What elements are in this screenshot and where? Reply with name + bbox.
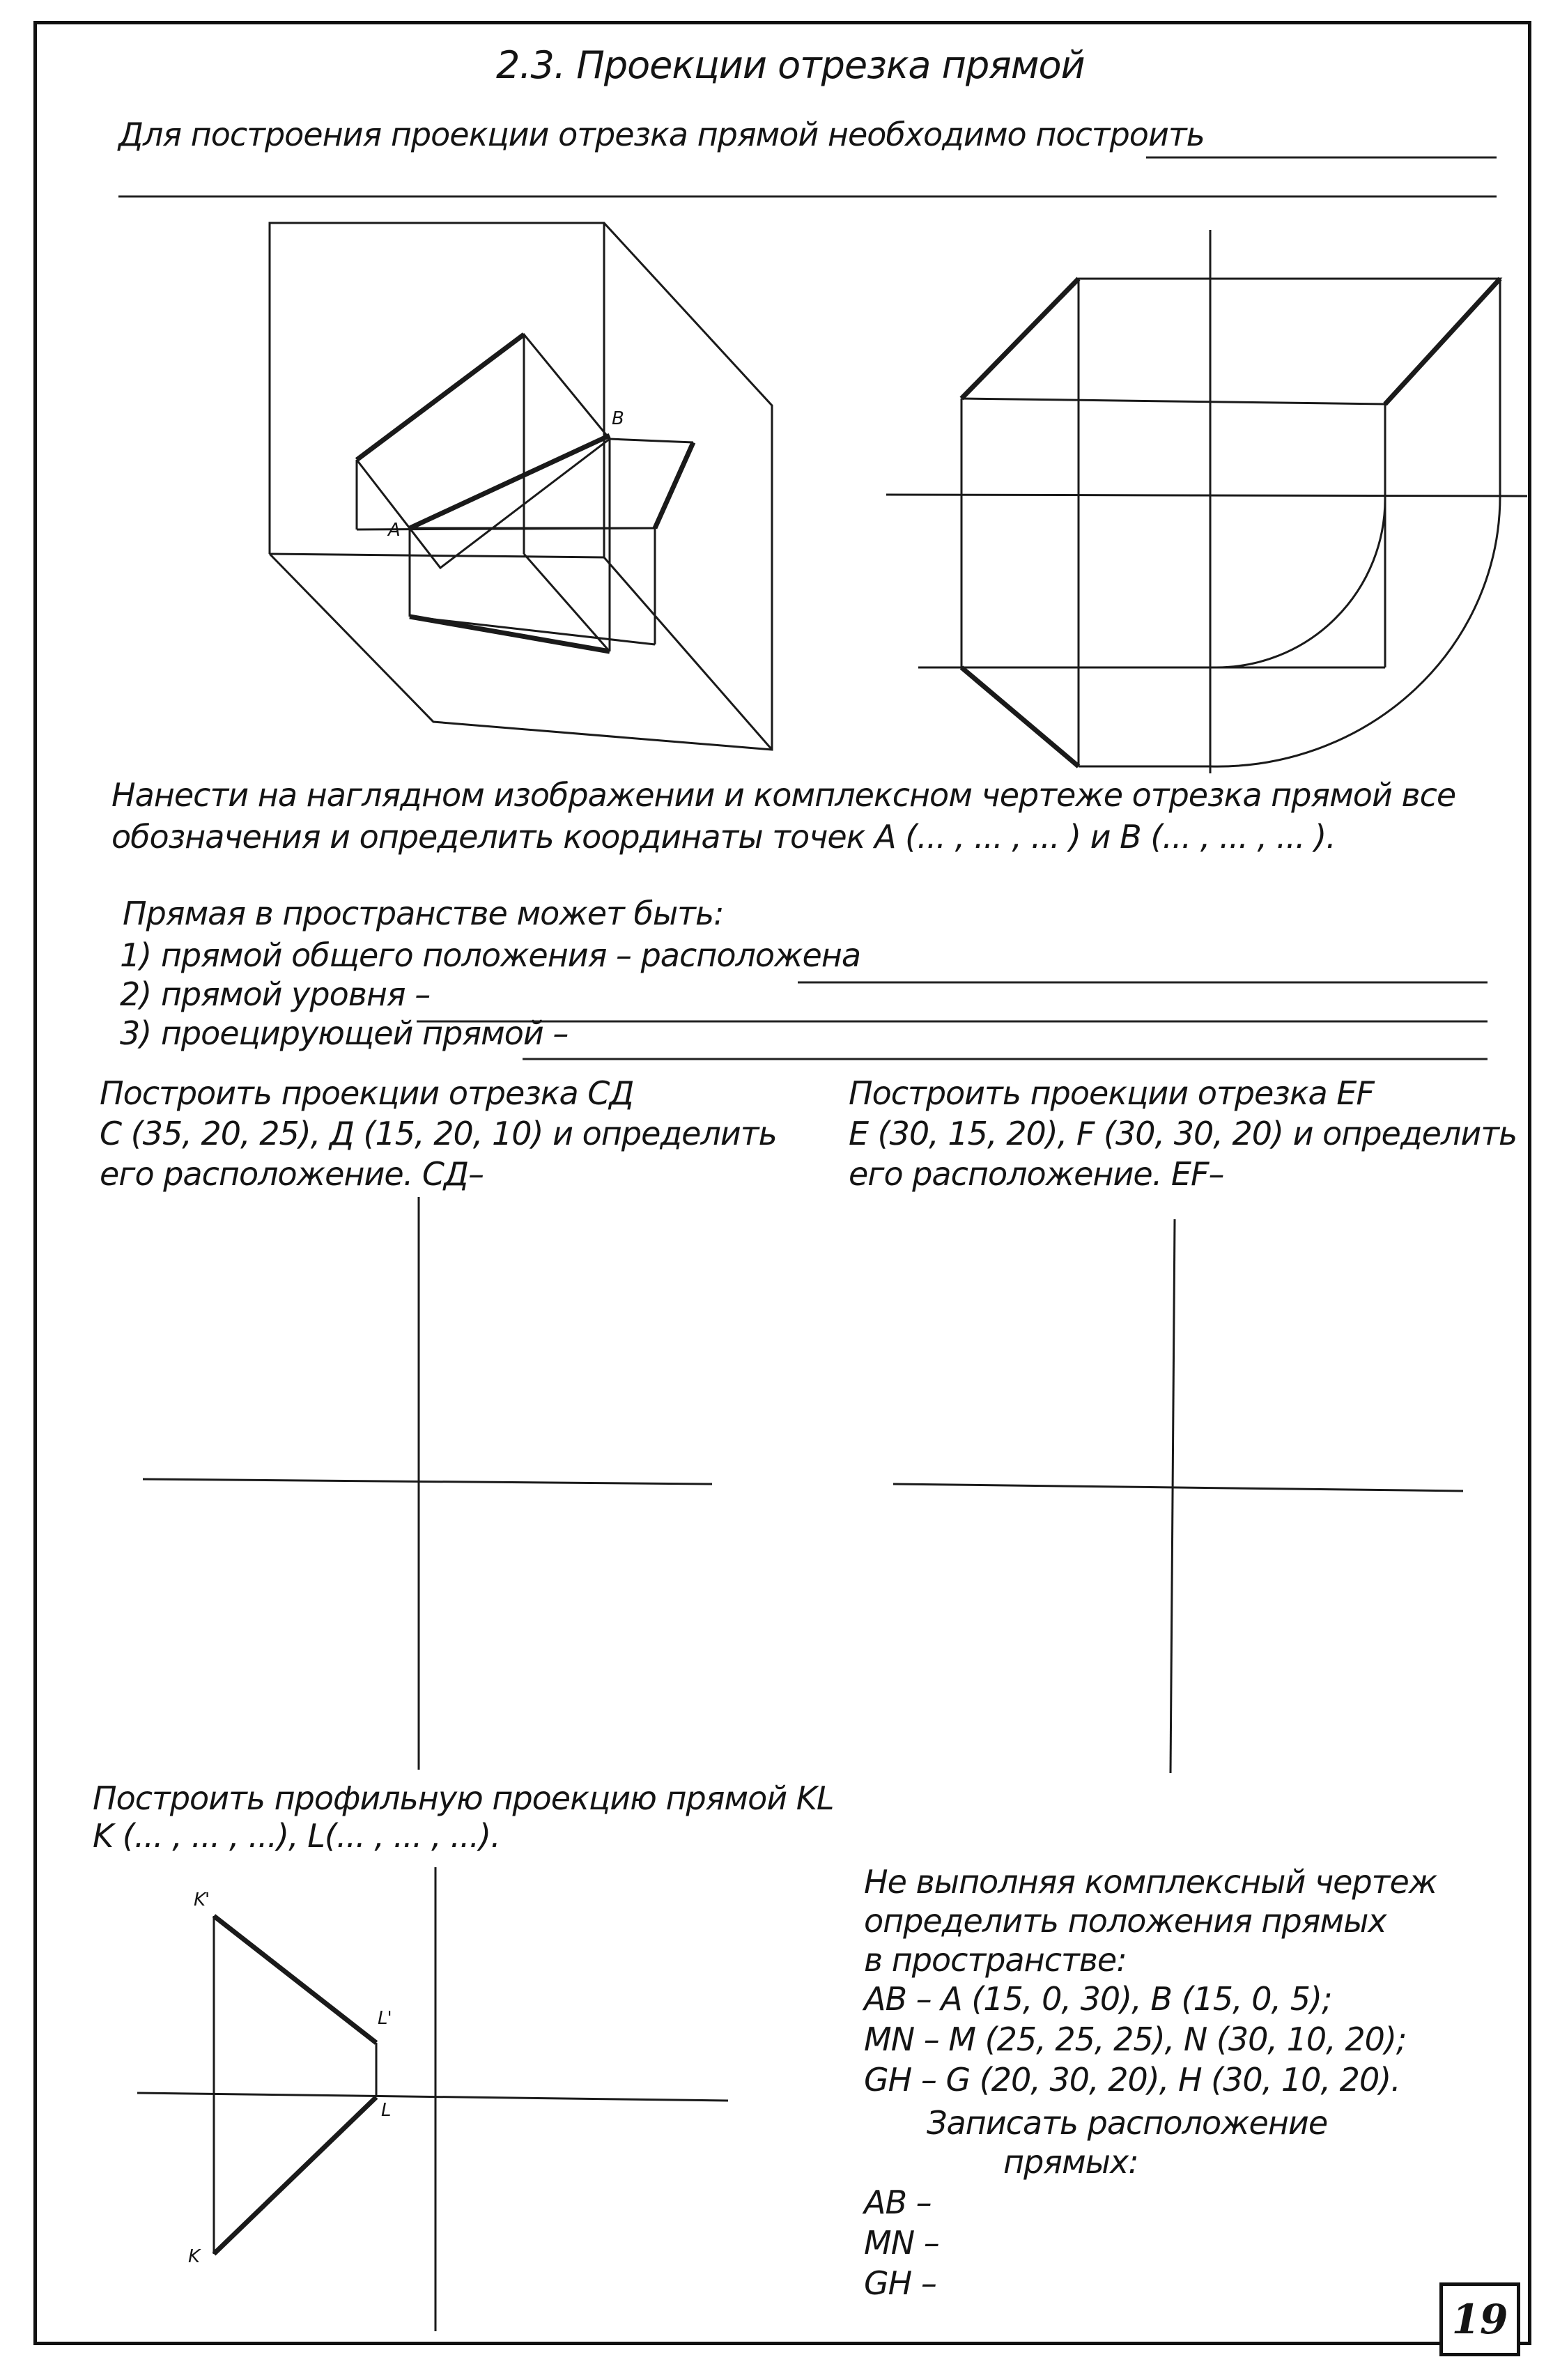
horizontal-projection-segment [961, 667, 1079, 766]
frontal-projection-outline [961, 279, 1500, 404]
task-lines-line-2: определить положения прямых [864, 1902, 1386, 1940]
task-lines-record-1: Записать расположение [927, 2104, 1328, 2142]
kl-drawing [137, 1867, 728, 2331]
page-number: 19 [1451, 2296, 1508, 2343]
label-l-prime: L' [378, 2008, 392, 2029]
task-ef-line-1: Построить проекции отрезка EF [849, 1074, 1374, 1112]
inner-arc [1216, 499, 1385, 667]
kl-horizontal-axis [137, 2093, 728, 2101]
task-cd-line-3: его расположение. СД– [100, 1155, 484, 1193]
label-b: B [612, 408, 624, 429]
box-top-right [610, 439, 693, 442]
answer-mn: MN – [864, 2224, 939, 2262]
label-l: L [381, 2100, 391, 2121]
task-lines-ab: АВ – А (15, 0, 30), В (15, 0, 5); [864, 1980, 1332, 2018]
segment-ab-frontal-projection [357, 334, 524, 460]
pictorial-projection-figure [270, 223, 772, 750]
kl-frontal-projection [214, 1916, 376, 2043]
task-lines-gh: GH – G (20, 30, 20), H (30, 10, 20). [864, 2061, 1400, 2099]
task-ef-line-3: его расположение. EF– [849, 1155, 1224, 1193]
outer-arc [1210, 279, 1500, 766]
classification-item-3: 3) проецирующей прямой – [120, 1014, 569, 1052]
answer-ab: АВ – [864, 2184, 932, 2221]
instruction-line-1: Нанести на наглядном изображении и комплексном чертеже отрезка прямой все [111, 776, 1456, 814]
page-title: 2.3. Проекции отрезка прямой [496, 43, 1085, 87]
task-ef-line-2: E (30, 15, 20), F (30, 30, 20) и определить [849, 1115, 1517, 1152]
projection-axis-y [604, 557, 772, 750]
answer-gh: GH – [864, 2264, 936, 2302]
cd-horizontal-axis [143, 1479, 712, 1484]
segment-ab-profile-projection [655, 442, 693, 528]
classification-item-2: 2) прямой уровня – [120, 975, 431, 1013]
task-cd-line-1: Построить проекции отрезка СД [100, 1074, 634, 1112]
horizontal-axis [886, 495, 1527, 496]
task-lines-line-3: в пространстве: [864, 1941, 1127, 1979]
ef-horizontal-axis [893, 1484, 1463, 1491]
frontal-projection-segment [961, 279, 1079, 399]
label-k: K [188, 2246, 200, 2267]
projection-planes-axes [270, 223, 604, 557]
task-lines-record-2: прямых: [1003, 2143, 1138, 2181]
profile-projection-segment [1385, 279, 1500, 404]
task-cd-line-2: С (35, 20, 25), Д (15, 20, 10) и определить [100, 1115, 777, 1152]
page-number-box [1439, 2282, 1520, 2356]
segment-ab-horizontal-projection [410, 617, 610, 651]
classification-item-1: 1) прямой общего положения – расположена [120, 936, 861, 974]
ef-vertical-axis [1170, 1219, 1175, 1773]
task-lines-line-1: Не выполняя комплексный чертеж [864, 1863, 1437, 1901]
label-a: A [388, 520, 400, 541]
classification-heading: Прямая в пространстве может быть: [123, 895, 724, 932]
instruction-line-2: обозначения и определить координаты точек A (... , ... , ... ) и B (... , ... , ... ). [111, 818, 1336, 856]
intro-text: Для построения проекции отрезка прямой необходимо построить [118, 116, 1205, 153]
kl-horizontal-projection [214, 2097, 376, 2254]
label-k-prime: K' [194, 1890, 210, 1910]
box-middle-line [357, 528, 655, 530]
complex-drawing-figure [886, 230, 1527, 773]
projection-planes-outline [270, 223, 772, 750]
task-lines-mn: MN – M (25, 25, 25), N (30, 10, 20); [864, 2020, 1407, 2058]
task-kl-line-2: K (... , ... , ...), L(... , ... , ...). [93, 1817, 500, 1855]
task-kl-line-1: Построить профильную проекцию прямой KL [93, 1779, 834, 1817]
